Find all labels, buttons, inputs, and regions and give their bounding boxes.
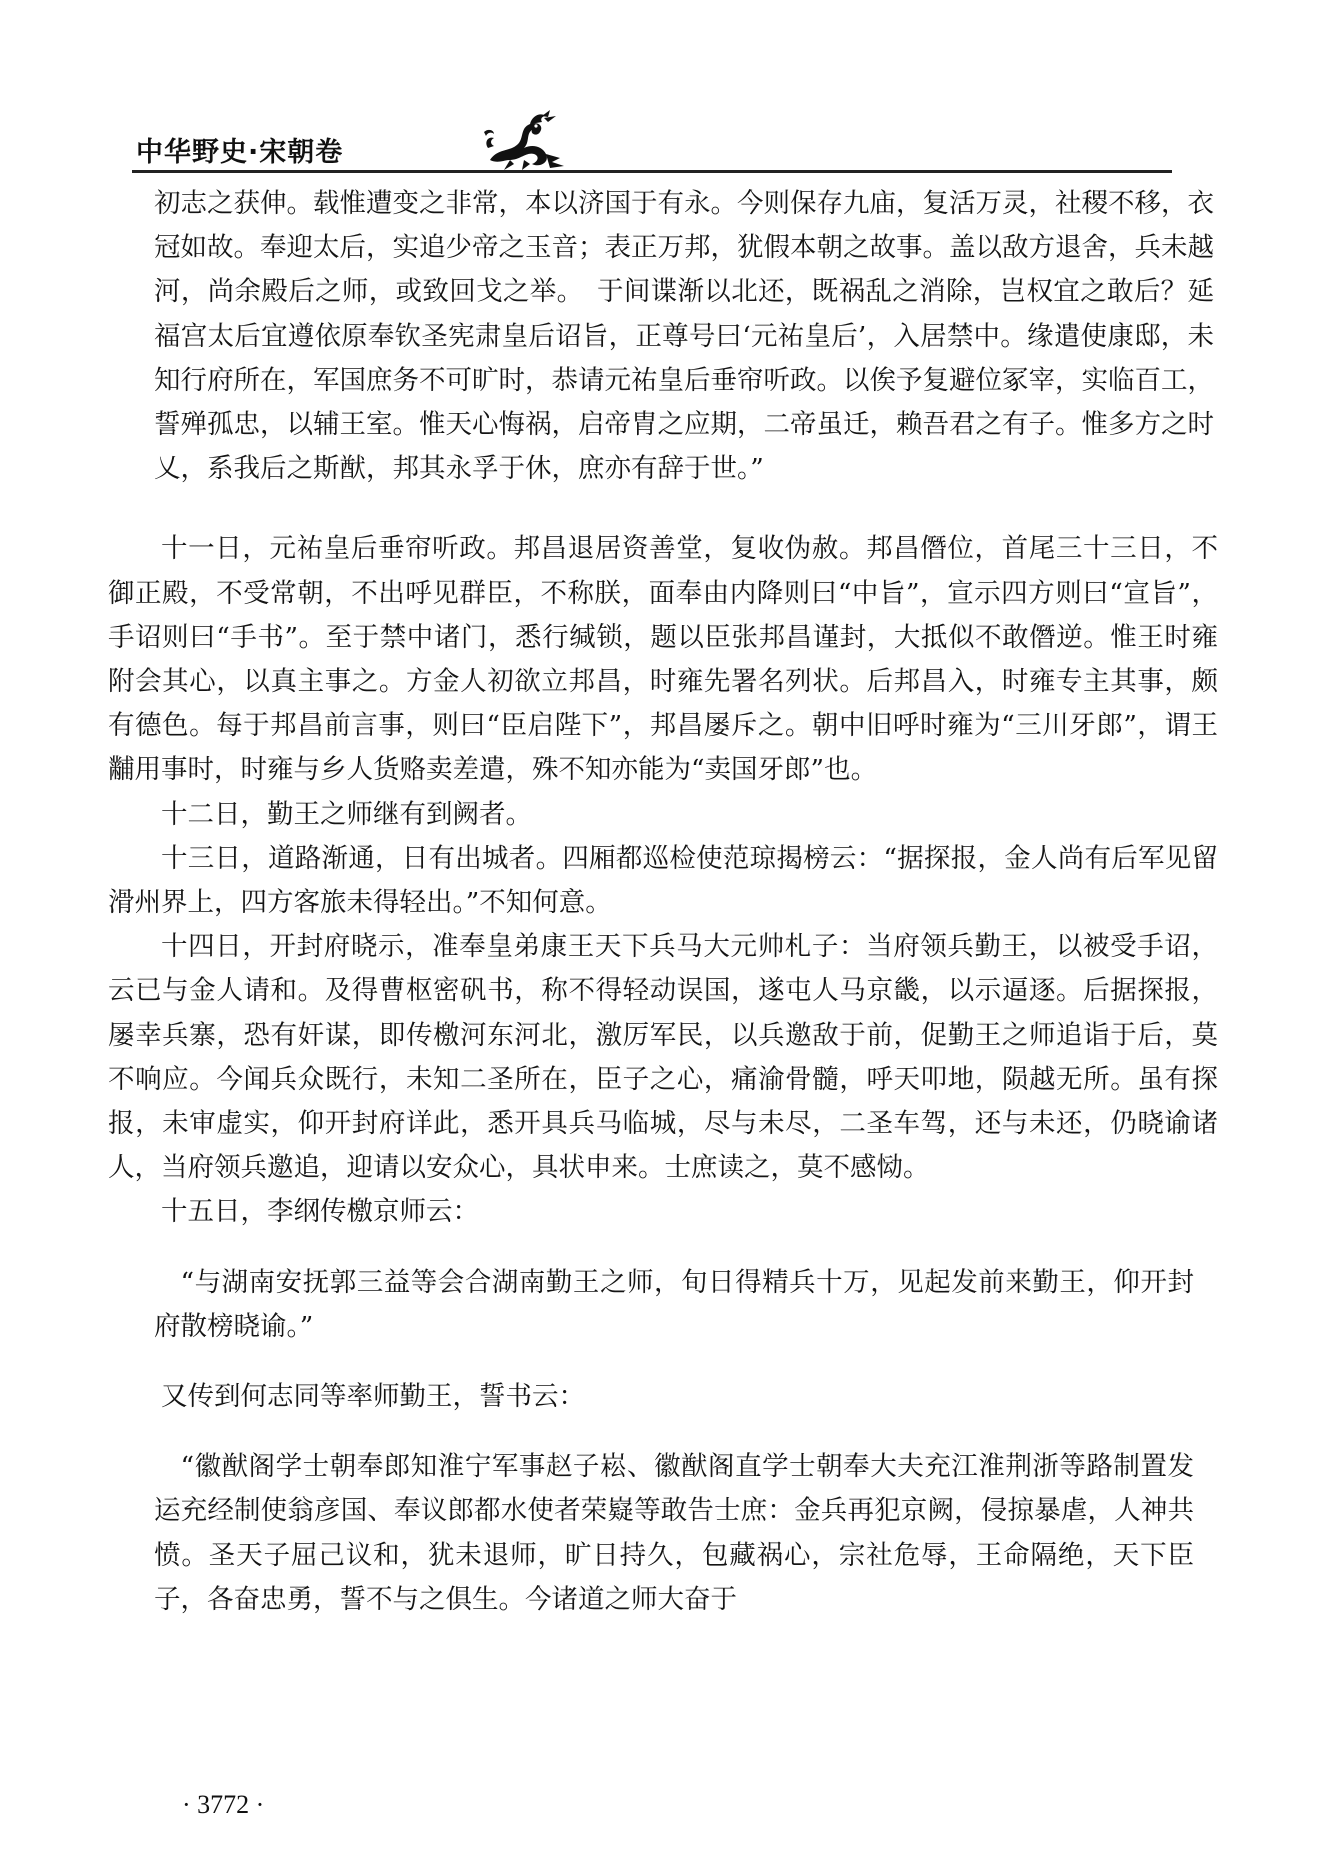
page-header bbox=[132, 108, 1172, 174]
paragraph-day-13: 十三日，道路渐通，日有出城者。四厢都巡检使范琼揭榜云：“据探报，金人尚有后军见留滑州界上，四方客旅未得轻出。”不知何意。 bbox=[108, 842, 1218, 919]
paragraph-edict-continuation: 初志之获伸。载惟遭变之非常，本以济国于有永。今则保存九庙，复活万灵，社稷不移，衣冠如故。奉迎太后，实追少帝之玉音；表正万邦，犹假本朝之故事。盖以敌方退舍，兵未越河，尚余殿后之师，或致回戈之举。 于间谍渐以北还，既祸乱之消除，岂权宜之敢后？延福宫太后宜遵依原奉钦圣宪肃皇后诏旨，正尊号曰‘元祐皇后’，入居禁中。缘遣使康邸，未知行府所在，军国庶务不可旷时，恭请元祐皇后垂帘听政。以俟予复避位冢宰，实临百工，誓殚孤忠，以辅王室。惟天心悔祸，启帝胄之应期，二帝虽迁，赖吾君之有子。惟多方之时乂，系我后之斯猷，邦其永孚于休，庶亦有辞于世。” bbox=[154, 188, 1214, 485]
book-title: 中华野史·宋朝卷 bbox=[136, 137, 344, 168]
page-number: · 3772 · bbox=[182, 1790, 265, 1819]
paragraph-day-14: 十四日，开封府晓示，准奉皇弟康王天下兵马大元帅札子：当府领兵勤王，以被受手诏，云已与金人请和。及得曹枢密矾书，称不得轻动误国，遂屯人马京畿，以示逼逐。后据探报，屡幸兵寨，恐有奸谋，即传檄河东河北，激厉军民，以兵邀敌于前，促勤王之师追诣于后，莫不响应。今闻兵众既行，未知二圣所在，臣子之心，痛渝骨髓，呼天叩地，陨越无所。虽有探报，未审虚实，仰开封府详此，悉开具兵马临城，尽与未尽，二圣车驾，还与未还，仍晓谕诸人，当府领兵邀追，迎请以安众心，具状申来。士庶读之，莫不感恸。 bbox=[108, 931, 1218, 1184]
quote-oath-text: “徽猷阁学士朝奉郎知淮宁军事赵子崧、徽猷阁直学士朝奉大夫充江淮荆浙等路制置发运充经制使翁彦国、奉议郎都水使者荣嶷等敢告士庶：金兵再犯京阙，侵掠暴虐，人神共愤。圣天子屈己议和，犹未退师，旷日持久，包藏祸心，宗社危辱，王命隔绝，天下臣子，各奋忠勇，誓不与之俱生。今诸道之师大奋于 bbox=[154, 1451, 1194, 1615]
paragraph-day-11: 十一日，元祐皇后垂帘听政。邦昌退居资善堂，复收伪赦。邦昌僭位，首尾三十三日，不御正殿，不受常朝，不出呼见群臣，不称朕，面奉由内降则曰“中旨”，宣示四方则曰“宣旨”，手诏则曰“手书”。至于禁中诸门，悉行缄锁，题以臣张邦昌谨封，大抵似不敢僭逆。惟王时雍附会其心，以真主事之。方金人初欲立邦昌，时雍先署名列状。后邦昌入，时雍专主其事，颇有德色。每于邦昌前言事，则曰“臣启陛下”，邦昌屡斥之。朝中旧呼时雍为“三川牙郎”，谓王黼用事时，时雍与乡人货赂卖差遣，殊不知亦能为“卖国牙郎”也。 bbox=[108, 533, 1218, 786]
paragraph-oath-intro: 又传到何志同等率师勤王，誓书云： bbox=[161, 1381, 585, 1413]
header-rule bbox=[132, 170, 1172, 173]
paragraph-day-12: 十二日，勤王之师继有到阙者。 bbox=[161, 798, 532, 830]
dragon-emblem-icon bbox=[480, 108, 572, 172]
quote-li-gang-proclamation: “与湖南安抚郭三益等会合湖南勤王之师，旬日得精兵十万，见起发前来勤王，仰开封府散榜晓谕。” bbox=[154, 1266, 1194, 1342]
paragraph-day-15: 十五日，李纲传檄京师云： bbox=[161, 1196, 479, 1228]
page-body bbox=[108, 182, 1218, 1622]
